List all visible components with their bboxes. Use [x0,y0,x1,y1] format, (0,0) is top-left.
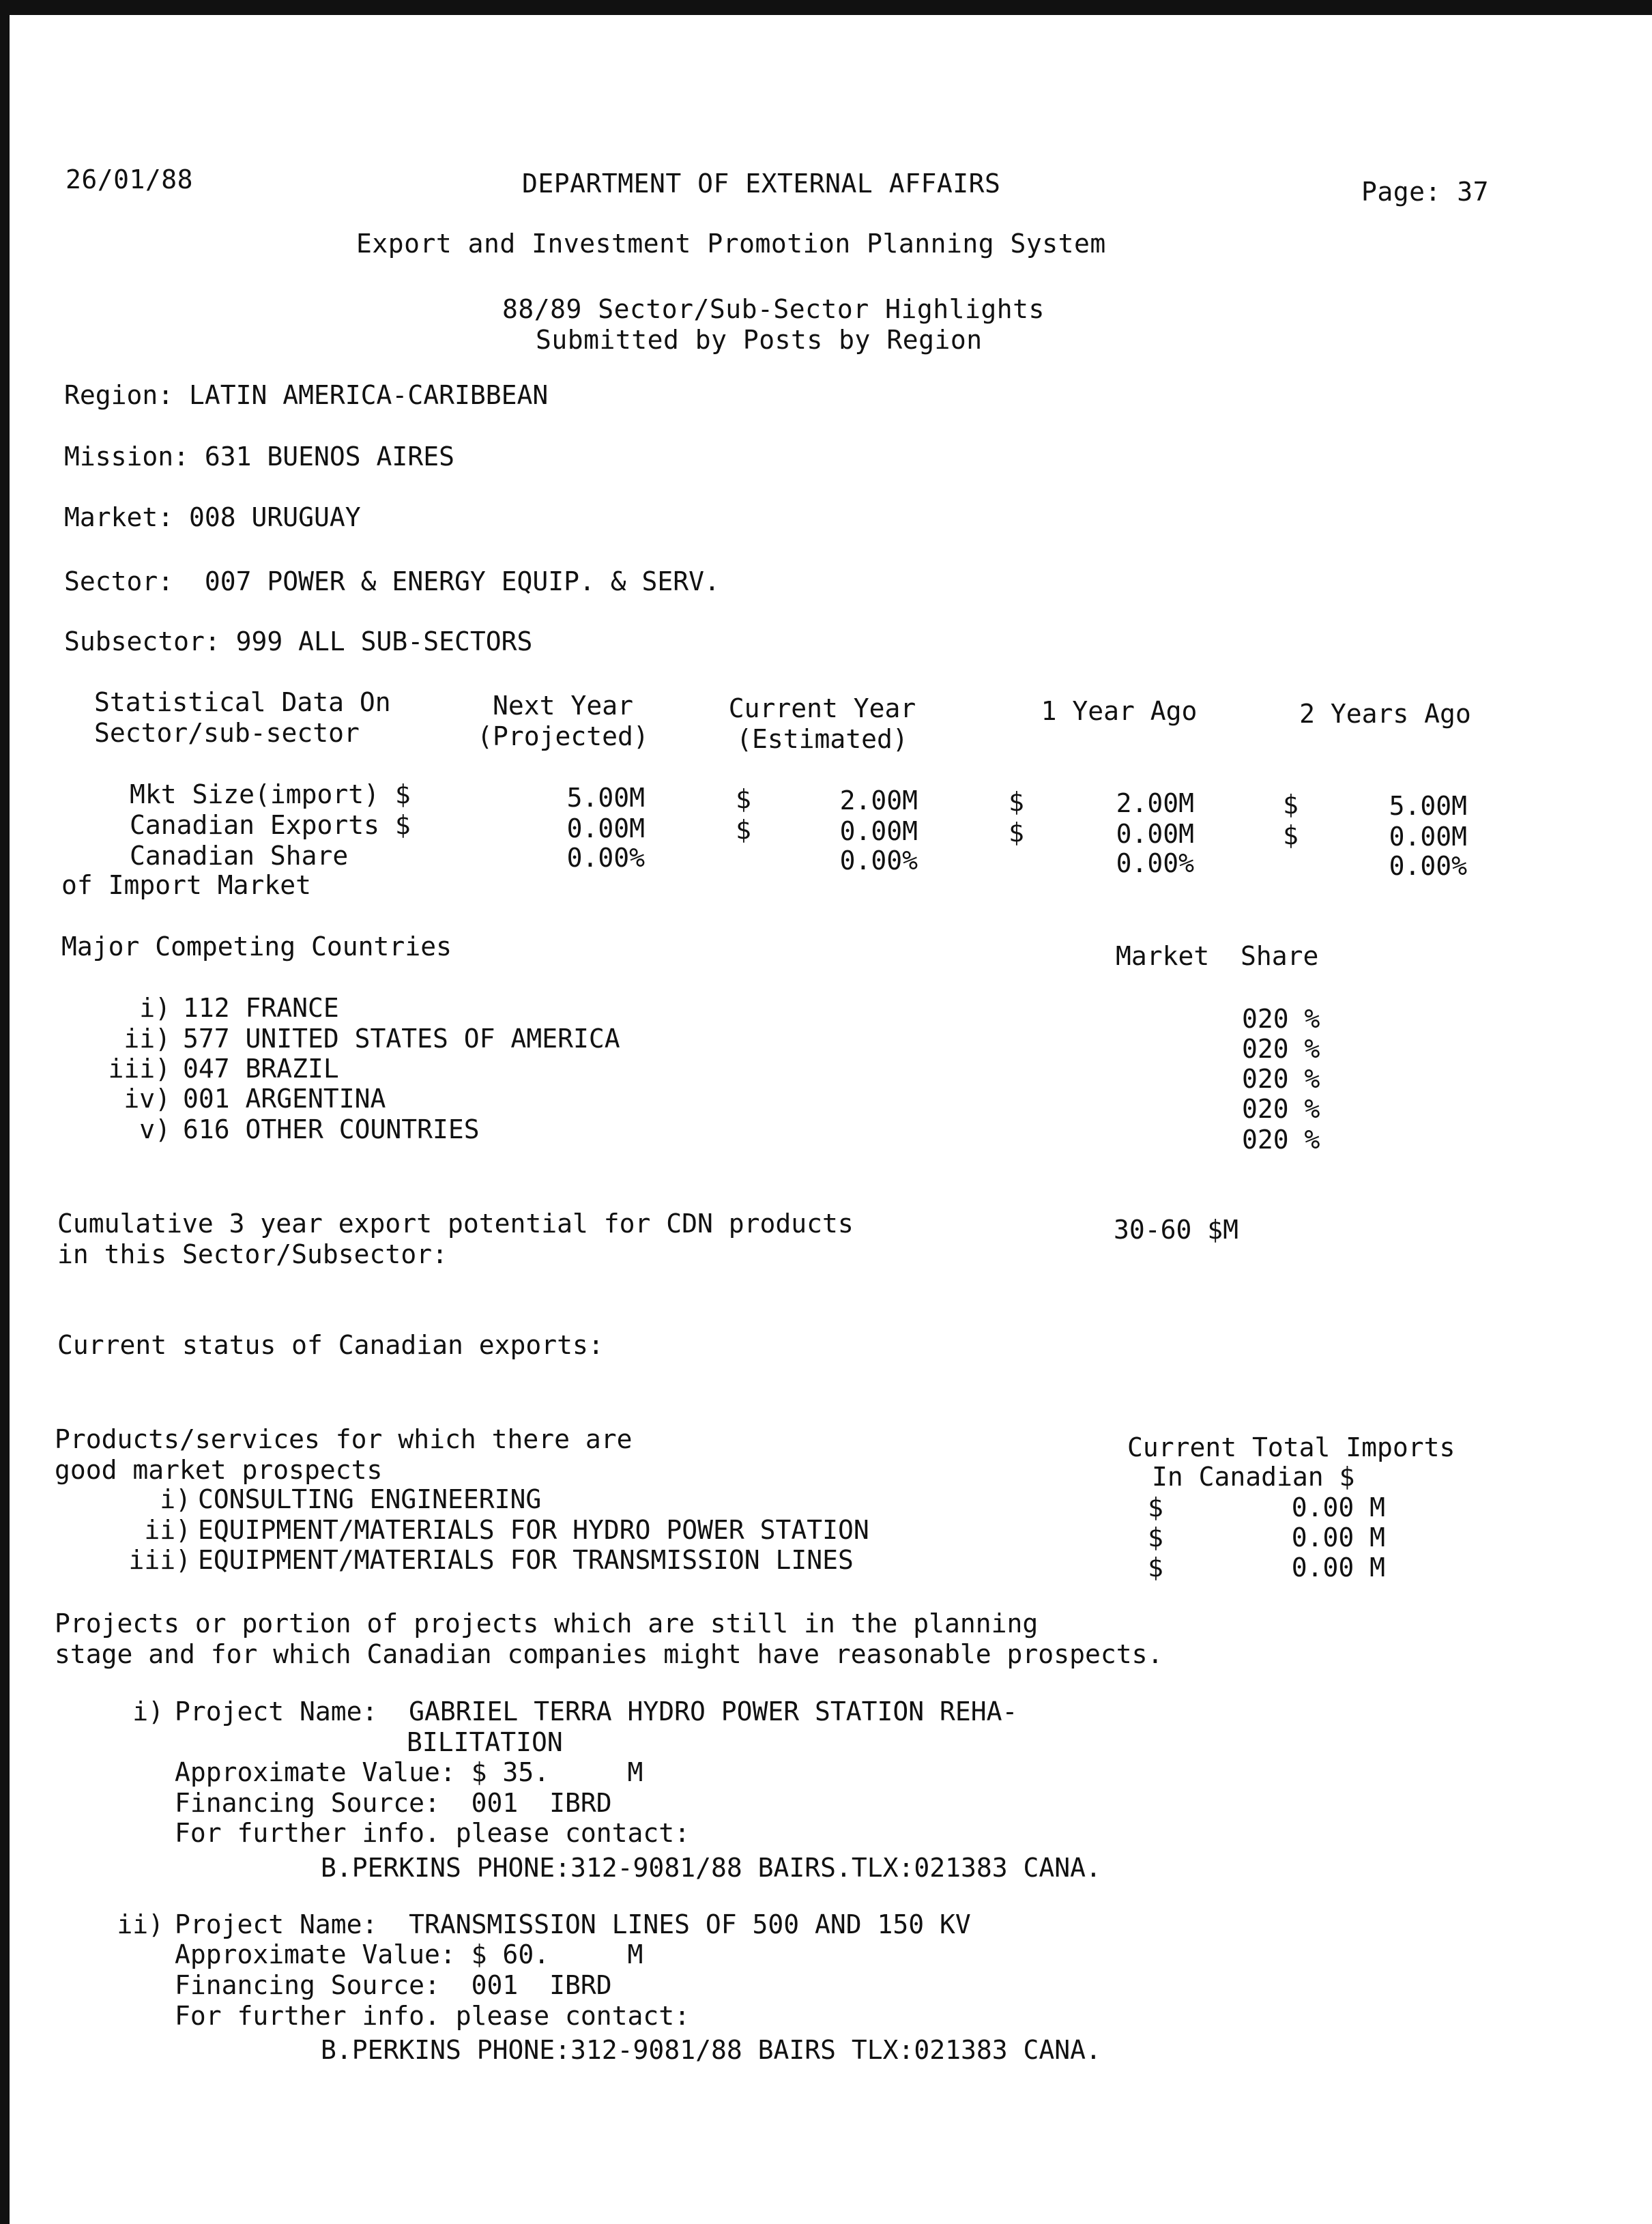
project-num: ii) [117,1909,164,1939]
imports-heading-line1: Current Total Imports [1127,1432,1455,1462]
product-currency: $ [1148,1492,1163,1522]
page-number: Page: 37 [1361,177,1490,207]
competitors-heading: Major Competing Countries [61,932,452,962]
system-name: Export and Investment Promotion Planning System [356,229,1106,259]
competitor-share: 020 % [1242,1004,1320,1034]
competitor-num: ii) [124,1024,171,1054]
project-contact: B.PERKINS PHONE:312-9081/88 BAIRS TLX:021383 CANA. [321,2035,1101,2065]
imports-heading-line2: In Canadian $ [1152,1462,1355,1492]
project-num: i) [132,1696,164,1727]
product-name: EQUIPMENT/MATERIALS FOR HYDRO POWER STATION [198,1515,869,1545]
exports-current-year: 0.00M [839,816,918,846]
product-num: iii) [128,1545,191,1575]
project-contact-label: For further info. please contact: [175,1818,690,1848]
project-contact-label: For further info. please contact: [175,2001,690,2031]
competitor-share: 020 % [1242,1094,1320,1124]
mkt-size-2-years-ago: 5.00M [1389,791,1467,821]
project-financing: Financing Source: 001 IBRD [175,1788,612,1818]
share-suffix-label: of Import Market [61,870,312,900]
project-contact: B.PERKINS PHONE:312-9081/88 BAIRS.TLX:021383 CANA. [321,1853,1101,1883]
mkt-size-next-year: 5.00M [566,783,645,813]
competitor-share: 020 % [1242,1125,1320,1155]
potential-line1: Cumulative 3 year export potential for CDN products [57,1209,854,1239]
row-canadian-exports-label: Canadian Exports $ [130,810,411,840]
share-1-year-ago: 0.00% [1116,848,1194,878]
project-name-continued: BILITATION [407,1727,563,1757]
product-num: i) [160,1484,191,1514]
col-2-years-ago: 2 Years Ago [1299,699,1471,729]
competitor-share: 020 % [1242,1034,1320,1064]
product-name: EQUIPMENT/MATERIALS FOR TRANSMISSION LINES [198,1545,854,1575]
competitor-name: 616 OTHER COUNTRIES [183,1114,480,1144]
competitor-num: iv) [124,1084,171,1114]
stats-label-line2: Sector/sub-sector [94,718,360,748]
col-next-year: Next Year [493,691,633,721]
competitor-name: 112 FRANCE [183,993,339,1023]
col-next-year-sub: (Projected) [477,721,649,751]
competitor-name: 047 BRAZIL [183,1054,339,1084]
col-current-year: Current Year [728,693,916,723]
report-date: 26/01/88 [66,164,194,194]
project-value: Approximate Value: $ 35. M [175,1757,643,1787]
products-line2: good market prospects [55,1455,383,1485]
market-field: Market: 008 URUGUAY [64,502,361,532]
share-current-year: 0.00% [839,846,918,876]
project-value: Approximate Value: $ 60. M [175,1939,643,1969]
col-1-year-ago: 1 Year Ago [1041,696,1198,726]
market-share-heading: Market Share [1116,941,1319,971]
potential-value: 30-60 $M [1114,1215,1239,1245]
exports-2yr-currency: $ [1283,820,1299,850]
report-subtitle: Submitted by Posts by Region [536,325,983,355]
competitor-name: 001 ARGENTINA [183,1084,386,1114]
department-name: DEPARTMENT OF EXTERNAL AFFAIRS [522,169,1001,199]
scan-border-left [0,0,10,2224]
mkt-size-current-currency: $ [736,784,751,814]
product-currency: $ [1148,1522,1163,1553]
mkt-size-1-year-ago: 2.00M [1116,788,1194,818]
projects-intro-line1: Projects or portion of projects which are still in the planning [55,1608,1039,1638]
exports-current-currency: $ [736,815,751,845]
share-2-years-ago: 0.00% [1389,851,1467,881]
competitor-share: 020 % [1242,1064,1320,1094]
row-canadian-share-label: Canadian Share [130,841,349,871]
exports-next-year: 0.00M [566,813,645,843]
product-imports-value: 0.00 M [1291,1492,1385,1522]
product-num: ii) [144,1515,191,1545]
current-status-label: Current status of Canadian exports: [57,1330,604,1360]
competitor-num: i) [139,993,171,1023]
share-next-year: 0.00% [566,843,645,873]
mission-field: Mission: 631 BUENOS AIRES [64,442,454,472]
project-name: Project Name: TRANSMISSION LINES OF 500 AND 150 KV [175,1909,971,1939]
sector-field: Sector: 007 POWER & ENERGY EQUIP. & SERV. [64,566,720,596]
exports-1-year-ago: 0.00M [1116,819,1194,849]
competitor-num: v) [139,1114,171,1144]
project-financing: Financing Source: 001 IBRD [175,1970,612,2000]
product-currency: $ [1148,1553,1163,1583]
exports-1yr-currency: $ [1009,818,1024,848]
mkt-size-current-year: 2.00M [839,785,918,815]
competitor-num: iii) [108,1054,171,1084]
exports-2-years-ago: 0.00M [1389,822,1467,852]
region-field: Region: LATIN AMERICA-CARIBBEAN [64,380,549,410]
mkt-size-2yr-currency: $ [1283,790,1299,820]
project-name: Project Name: GABRIEL TERRA HYDRO POWER STATION REHA- [175,1696,1018,1727]
report-title: 88/89 Sector/Sub-Sector Highlights [502,294,1045,324]
row-mkt-size-label: Mkt Size(import) $ [130,779,411,809]
col-current-year-sub: (Estimated) [736,724,908,754]
product-imports-value: 0.00 M [1291,1522,1385,1553]
scan-border-top [0,0,1652,15]
product-imports-value: 0.00 M [1291,1553,1385,1583]
mkt-size-1yr-currency: $ [1009,787,1024,817]
projects-intro-line2: stage and for which Canadian companies might have reasonable prospects. [55,1639,1163,1669]
subsector-field: Subsector: 999 ALL SUB-SECTORS [64,626,533,656]
products-line1: Products/services for which there are [55,1424,633,1454]
potential-line2: in this Sector/Subsector: [57,1239,448,1269]
product-name: CONSULTING ENGINEERING [198,1484,542,1514]
stats-label-line1: Statistical Data On [94,687,391,717]
competitor-name: 577 UNITED STATES OF AMERICA [183,1024,620,1054]
